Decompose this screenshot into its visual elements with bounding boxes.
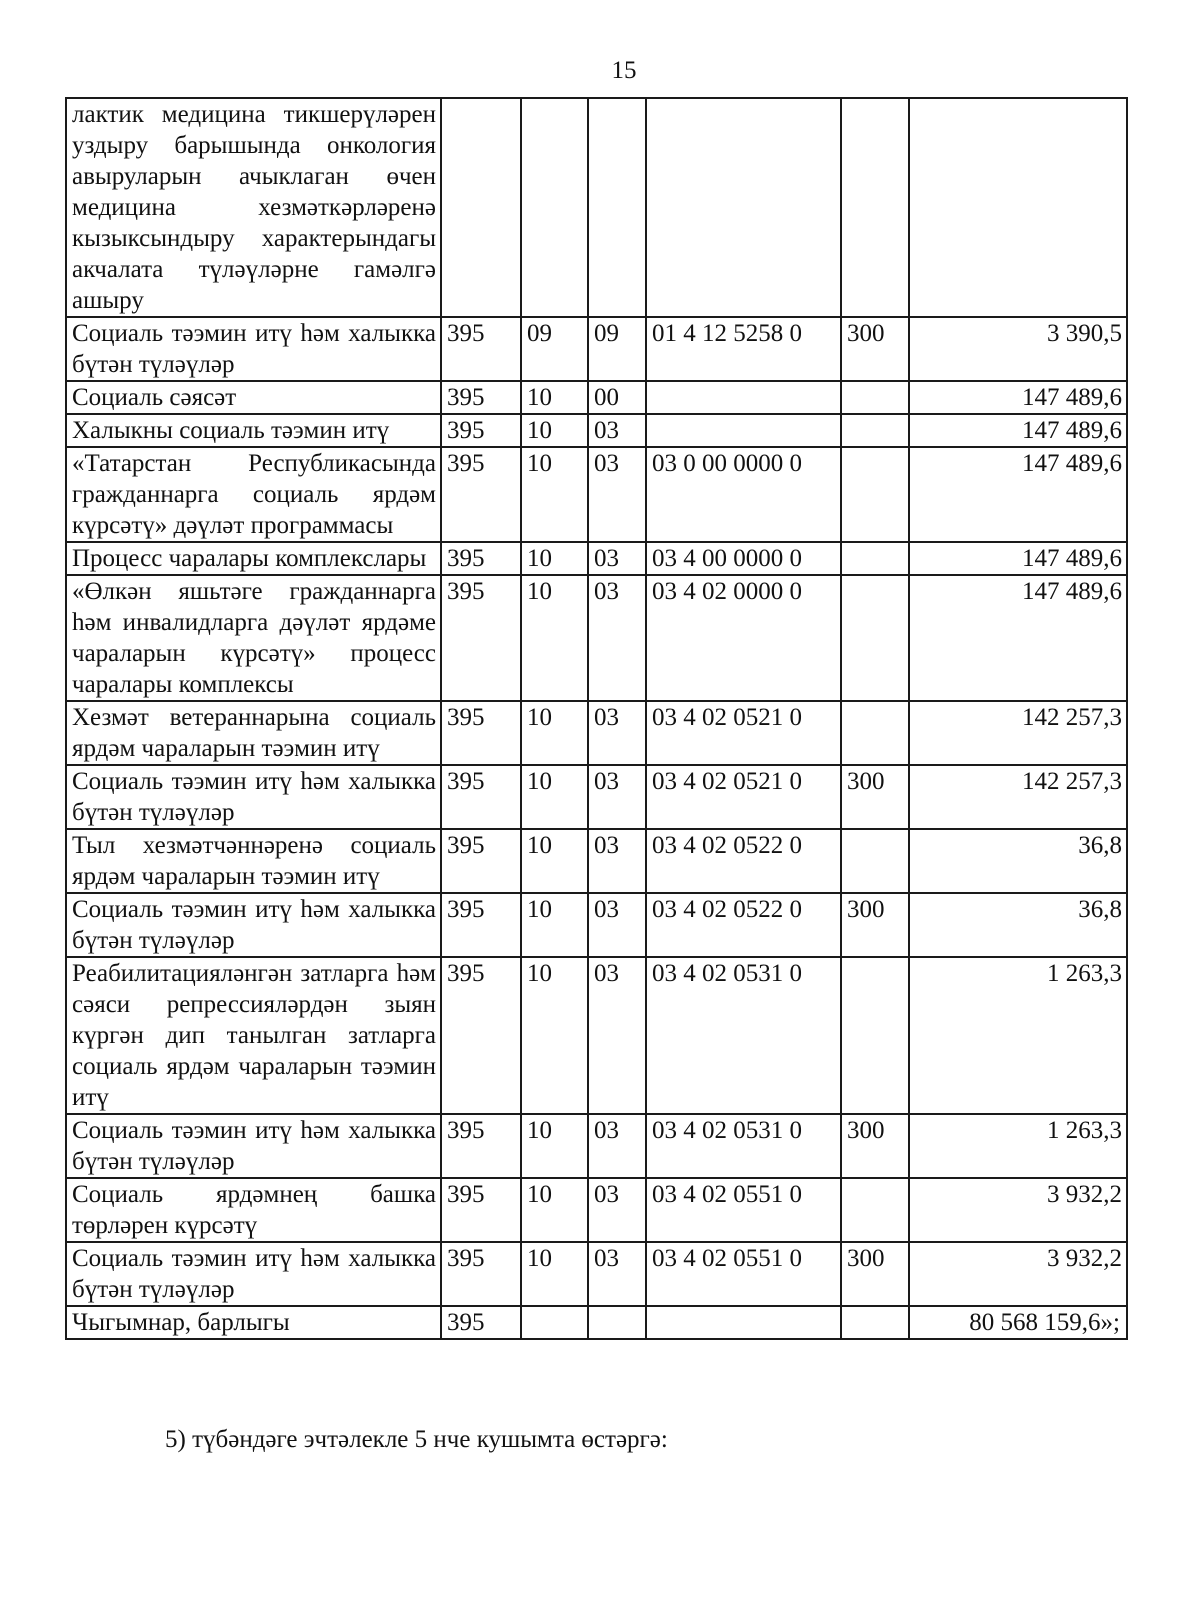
section-code-cell: 10 (521, 829, 588, 893)
department-code-cell: 395 (441, 542, 521, 575)
amount-cell: 36,8 (909, 893, 1127, 957)
expense-type-cell: 300 (841, 765, 909, 829)
total-row (66, 1306, 1127, 1339)
amount-cell: 147 489,6 (909, 575, 1127, 701)
department-code-cell: 395 (441, 381, 521, 414)
item-name-cell: Социаль тәэмин итү һәм халыкка бүтән түләүләр (66, 1242, 441, 1306)
table-row (66, 575, 1127, 701)
subsection-code-cell (588, 98, 646, 317)
empty-cell (588, 1306, 646, 1339)
item-name-cell: Халыкны социаль тәэмин итү (66, 414, 441, 447)
department-code-cell: 395 (441, 317, 521, 381)
target-article-cell: 03 4 02 0531 0 (646, 957, 841, 1114)
department-code-cell: 395 (441, 957, 521, 1114)
target-article-cell (646, 98, 841, 317)
section-code-cell: 10 (521, 957, 588, 1114)
target-article-cell: 03 4 02 0522 0 (646, 829, 841, 893)
table-row (66, 381, 1127, 414)
empty-cell (841, 1306, 909, 1339)
expense-type-cell (841, 575, 909, 701)
section-code-cell: 10 (521, 765, 588, 829)
page-number: 15 (611, 57, 637, 84)
item-name-cell: Реабилитацияләнгән затларга һәм сәяси репрессияләрдән зыян күргән дип танылган затларга социаль ярдәм чараларын тәэмин итү (66, 957, 441, 1114)
amount-cell: 3 390,5 (909, 317, 1127, 381)
table-row (66, 447, 1127, 542)
target-article-cell: 03 4 02 0522 0 (646, 893, 841, 957)
department-code-cell: 395 (441, 893, 521, 957)
amount-cell: 147 489,6 (909, 381, 1127, 414)
amount-cell: 142 257,3 (909, 765, 1127, 829)
target-article-cell: 03 4 02 0551 0 (646, 1178, 841, 1242)
subsection-code-cell: 03 (588, 1178, 646, 1242)
table-row (66, 414, 1127, 447)
subsection-code-cell: 03 (588, 957, 646, 1114)
table-row (66, 829, 1127, 893)
item-name-cell: Процесс чаралары комплекслары (66, 542, 441, 575)
item-name-cell: Социаль тәэмин итү һәм халыкка бүтән түләүләр (66, 317, 441, 381)
subsection-code-cell: 03 (588, 829, 646, 893)
subsection-code-cell: 09 (588, 317, 646, 381)
item-name-cell: лактик медицина тикшерүләрен уздыру барышында онкология авыруларын ачыклаган өчен медицина хезмәткәрләренә кызыксындыру характерындагы акчалата түләүләрне гамәлгә ашыру (66, 98, 441, 317)
total-label-cell: Чыгымнар, барлыгы (66, 1306, 441, 1339)
expense-type-cell (841, 1178, 909, 1242)
subsection-code-cell: 03 (588, 1114, 646, 1178)
item-name-cell: Тыл хезмәтчәннәренә социаль ярдәм чараларын тәэмин итү (66, 829, 441, 893)
target-article-cell: 03 4 02 0531 0 (646, 1114, 841, 1178)
target-article-cell (646, 381, 841, 414)
expense-type-cell: 300 (841, 893, 909, 957)
expense-type-cell (841, 414, 909, 447)
expense-type-cell (841, 542, 909, 575)
target-article-cell: 03 4 02 0000 0 (646, 575, 841, 701)
amount-cell: 147 489,6 (909, 447, 1127, 542)
table-row (66, 893, 1127, 957)
empty-cell (646, 1306, 841, 1339)
section-code-cell: 10 (521, 381, 588, 414)
target-article-cell: 03 0 00 0000 0 (646, 447, 841, 542)
item-name-cell: Социаль сәясәт (66, 381, 441, 414)
section-code-cell: 10 (521, 1242, 588, 1306)
section-code-cell: 10 (521, 701, 588, 765)
table-row (66, 1242, 1127, 1306)
section-code-cell: 10 (521, 447, 588, 542)
amount-cell: 1 263,3 (909, 957, 1127, 1114)
item-name-cell: Социаль ярдәмнең башка төрләрен күрсәтү (66, 1178, 441, 1242)
item-name-cell: «Татарстан Республикасында гражданнарга социаль ярдәм күрсәтү» дәүләт программасы (66, 447, 441, 542)
expense-type-cell (841, 829, 909, 893)
amount-cell: 3 932,2 (909, 1178, 1127, 1242)
subsection-code-cell: 03 (588, 893, 646, 957)
empty-cell (521, 1306, 588, 1339)
section-code-cell: 10 (521, 1114, 588, 1178)
expense-type-cell (841, 447, 909, 542)
target-article-cell: 01 4 12 5258 0 (646, 317, 841, 381)
item-name-cell: Социаль тәэмин итү һәм халыкка бүтән түләүләр (66, 765, 441, 829)
amount-cell: 3 932,2 (909, 1242, 1127, 1306)
amount-cell (909, 98, 1127, 317)
item-name-cell: «Өлкән яшьтәге гражданнарга һәм инвалидларга дәүләт ярдәме чараларын күрсәтү» процесс чаралары комплексы (66, 575, 441, 701)
subsection-code-cell: 03 (588, 542, 646, 575)
amount-cell: 1 263,3 (909, 1114, 1127, 1178)
department-code-cell: 395 (441, 829, 521, 893)
target-article-cell: 03 4 00 0000 0 (646, 542, 841, 575)
department-code-cell: 395 (441, 765, 521, 829)
expense-type-cell (841, 701, 909, 765)
department-code-cell: 395 (441, 414, 521, 447)
table-row (66, 701, 1127, 765)
target-article-cell: 03 4 02 0551 0 (646, 1242, 841, 1306)
department-code-cell: 395 (441, 1242, 521, 1306)
subsection-code-cell: 03 (588, 414, 646, 447)
amount-cell: 147 489,6 (909, 414, 1127, 447)
budget-table (65, 97, 1128, 1340)
section-code-cell: 10 (521, 893, 588, 957)
amount-cell: 142 257,3 (909, 701, 1127, 765)
expense-type-cell: 300 (841, 317, 909, 381)
subsection-code-cell: 03 (588, 575, 646, 701)
amount-cell: 36,8 (909, 829, 1127, 893)
total-amount-cell: 80 568 159,6»; (909, 1306, 1127, 1339)
footer-note: 5) түбәндәге эчтәлекле 5 нче кушымта өстәргә: (165, 1426, 668, 1453)
table-row (66, 1178, 1127, 1242)
total-department-code-cell: 395 (441, 1306, 521, 1339)
subsection-code-cell: 03 (588, 765, 646, 829)
item-name-cell: Хезмәт ветераннарына социаль ярдәм чараларын тәэмин итү (66, 701, 441, 765)
expense-type-cell (841, 381, 909, 414)
table-row (66, 957, 1127, 1114)
table-row (66, 98, 1127, 317)
subsection-code-cell: 00 (588, 381, 646, 414)
item-name-cell: Социаль тәэмин итү һәм халыкка бүтән түләүләр (66, 1114, 441, 1178)
table-row (66, 1114, 1127, 1178)
subsection-code-cell: 03 (588, 701, 646, 765)
section-code-cell: 10 (521, 1178, 588, 1242)
table-row (66, 765, 1127, 829)
section-code-cell: 10 (521, 414, 588, 447)
department-code-cell (441, 98, 521, 317)
section-code-cell: 10 (521, 542, 588, 575)
target-article-cell (646, 414, 841, 447)
target-article-cell: 03 4 02 0521 0 (646, 701, 841, 765)
table-row (66, 317, 1127, 381)
expense-type-cell (841, 957, 909, 1114)
expense-type-cell (841, 98, 909, 317)
table-row (66, 542, 1127, 575)
department-code-cell: 395 (441, 575, 521, 701)
subsection-code-cell: 03 (588, 1242, 646, 1306)
item-name-cell: Социаль тәэмин итү һәм халыкка бүтән түләүләр (66, 893, 441, 957)
department-code-cell: 395 (441, 701, 521, 765)
amount-cell: 147 489,6 (909, 542, 1127, 575)
department-code-cell: 395 (441, 1114, 521, 1178)
department-code-cell: 395 (441, 1178, 521, 1242)
section-code-cell: 10 (521, 575, 588, 701)
target-article-cell: 03 4 02 0521 0 (646, 765, 841, 829)
expense-type-cell: 300 (841, 1242, 909, 1306)
department-code-cell: 395 (441, 447, 521, 542)
subsection-code-cell: 03 (588, 447, 646, 542)
section-code-cell (521, 98, 588, 317)
section-code-cell: 09 (521, 317, 588, 381)
expense-type-cell: 300 (841, 1114, 909, 1178)
